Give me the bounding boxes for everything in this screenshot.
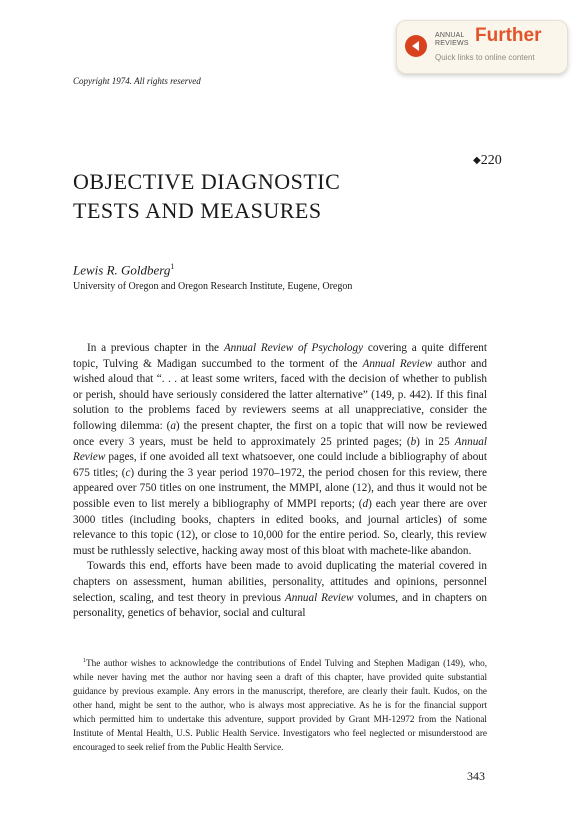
footnote-marker[interactable]: 1 [170, 262, 175, 271]
author-name: Lewis R. Goldberg$^1$ [73, 262, 175, 278]
annual-reviews-logo: ANNUAL REVIEWS [435, 32, 469, 47]
further-links-badge[interactable] [396, 20, 568, 74]
footnote: $^1$The author wishes to acknowledge the contributions of Endel Tulving and Stephen Madigan (149), who, while never having met the author nor having seen a draft of this chapter, have provided quite substantial guidance by previous example. Any errors in the manuscript, therefore, are clearly their fault. Kudos, on the other hand, might be sent to the author, who is always most appreciative. As he is for the financial support which permitted him to undertake this adventure, support provided by Grant MH-12972 from the National Institute of Mental Health, U.S. Public Health Service. Investigators who feel neglected or misunderstood are encouraged to seek relief from the Public Health Service. [73, 658, 487, 753]
badge-subtitle: Quick links to online content [435, 53, 535, 62]
body-paragraph: In a previous chapter in the Annual Review of Psychology covering a quite different topic, Tulving & Madigan succumbed to the torment of the Annual Review author and wished aloud that “. . . at least some writers, faced with the decision of whether to publish or perish, should have seriously considered the latter alternative” (149, p. 442). If this final solution to the problems faced by reviewers seems at all unappreciative, consider the following dilemma: (a) the present chapter, the first on a topic that will now be reviewed once every 3 years, must be held to approximately 25 printed pages; (b) in 25 Annual Review pages, if one avoided all text whatsoever, one could include a bibliography of about 675 titles; (c) during the 3 year period 1970–1972, the period chosen for this review, there appeared over 750 titles on one instrument, the MMPI, alone (12), and thus it would not be possible even to list merely a bibliography of MMPI reports; (d) each year there are over 3000 titles (including books, chapters in edited books, and journal articles) of some relevance to this topic (12), or close to 10,000 for the entire period. So, clearly, this review must be ruthlessly selective, hacking away most of this bloat with machete-like abandon. [73, 342, 488, 557]
article-number: ◆220 [473, 153, 502, 168]
article-title: OBJECTIVE DIAGNOSTIC TESTS AND MEASURES [73, 169, 341, 223]
article-body [73, 341, 487, 622]
copyright-notice: Copyright 1974. All rights reserved [73, 76, 201, 86]
diamond-icon: ◆ [473, 155, 481, 166]
arrow-left-icon [405, 35, 427, 57]
footnote-number: 1 [83, 658, 86, 664]
page-number: 343 [467, 769, 485, 783]
badge-title: Further [475, 25, 542, 46]
body-paragraph: Towards this end, efforts have been made to avoid duplicating the material covered in chapters on assessment, human abilities, personality, attitudes and opinions, personnel selection, scaling, and test theory in previous Annual Review volumes, and in chapters on personality, genetics of behavior, social and cultural [73, 560, 487, 620]
author-affiliation: University of Oregon and Oregon Research Institute, Eugene, Oregon [73, 281, 353, 292]
